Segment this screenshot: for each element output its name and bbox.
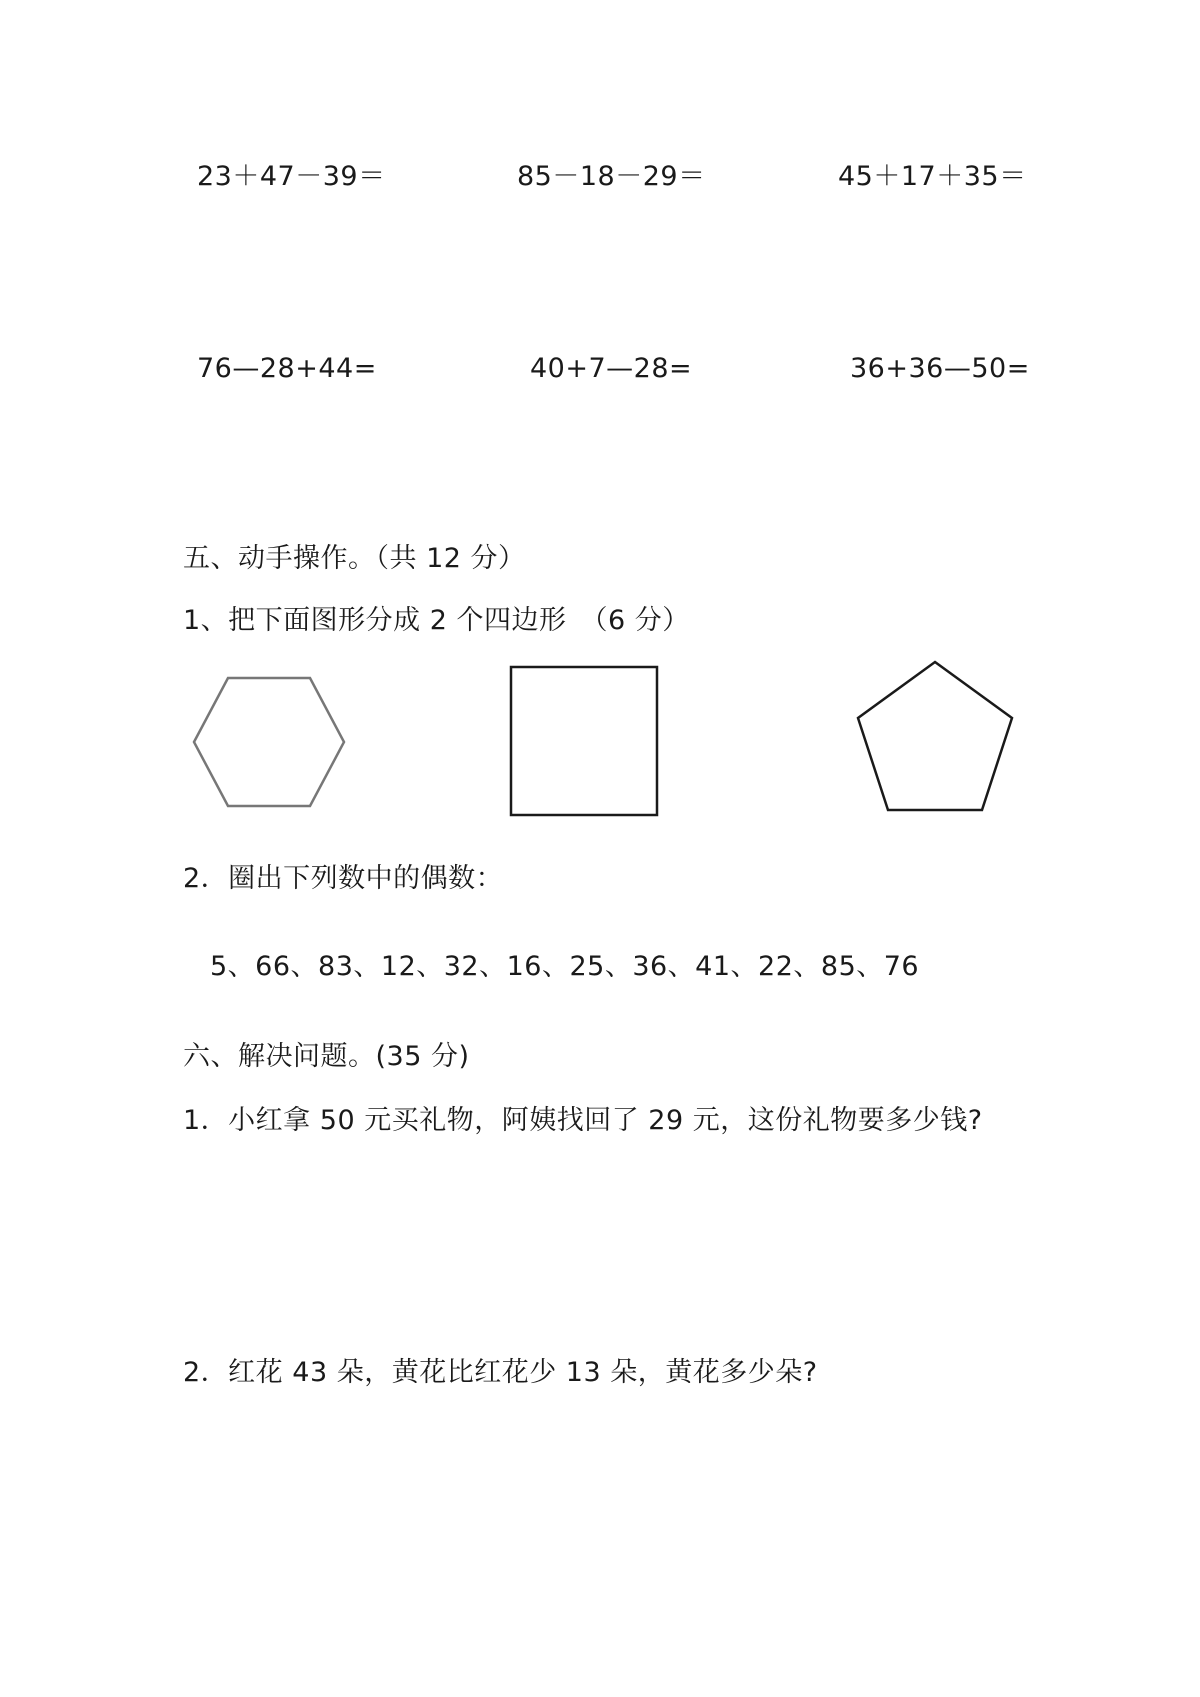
pentagon-shape: [854, 658, 1016, 814]
calc-1-3: 45＋17＋35＝: [838, 161, 1027, 192]
calc-2-2: 40+7—28=: [530, 353, 693, 384]
calc-1-2: 85－18－29＝: [517, 161, 706, 192]
hexagon-shape: [190, 672, 350, 812]
section6-question2: 2．红花 43 朵，黄花比红花少 13 朵，黄花多少朵?: [183, 1357, 818, 1388]
section6-question1: 1．小红拿 50 元买礼物，阿姨找回了 29 元，这份礼物要多少钱?: [183, 1105, 983, 1136]
section6-heading: 六、解决问题。(35 分): [183, 1041, 470, 1072]
section5-question2: 2．圈出下列数中的偶数：: [183, 863, 504, 894]
section5-heading: 五、动手操作。（共 12 分）: [183, 543, 526, 574]
calc-2-3: 36+36—50=: [850, 353, 1030, 384]
square-shape: [508, 664, 662, 818]
section5-question1: 1、把下面图形分成 2 个四边形 （6 分）: [183, 605, 690, 636]
even-number-list: 5、66、83、12、32、16、25、36、41、22、85、76: [210, 951, 920, 982]
calc-1-1: 23＋47－39＝: [197, 161, 386, 192]
calc-2-1: 76—28+44=: [197, 353, 377, 384]
